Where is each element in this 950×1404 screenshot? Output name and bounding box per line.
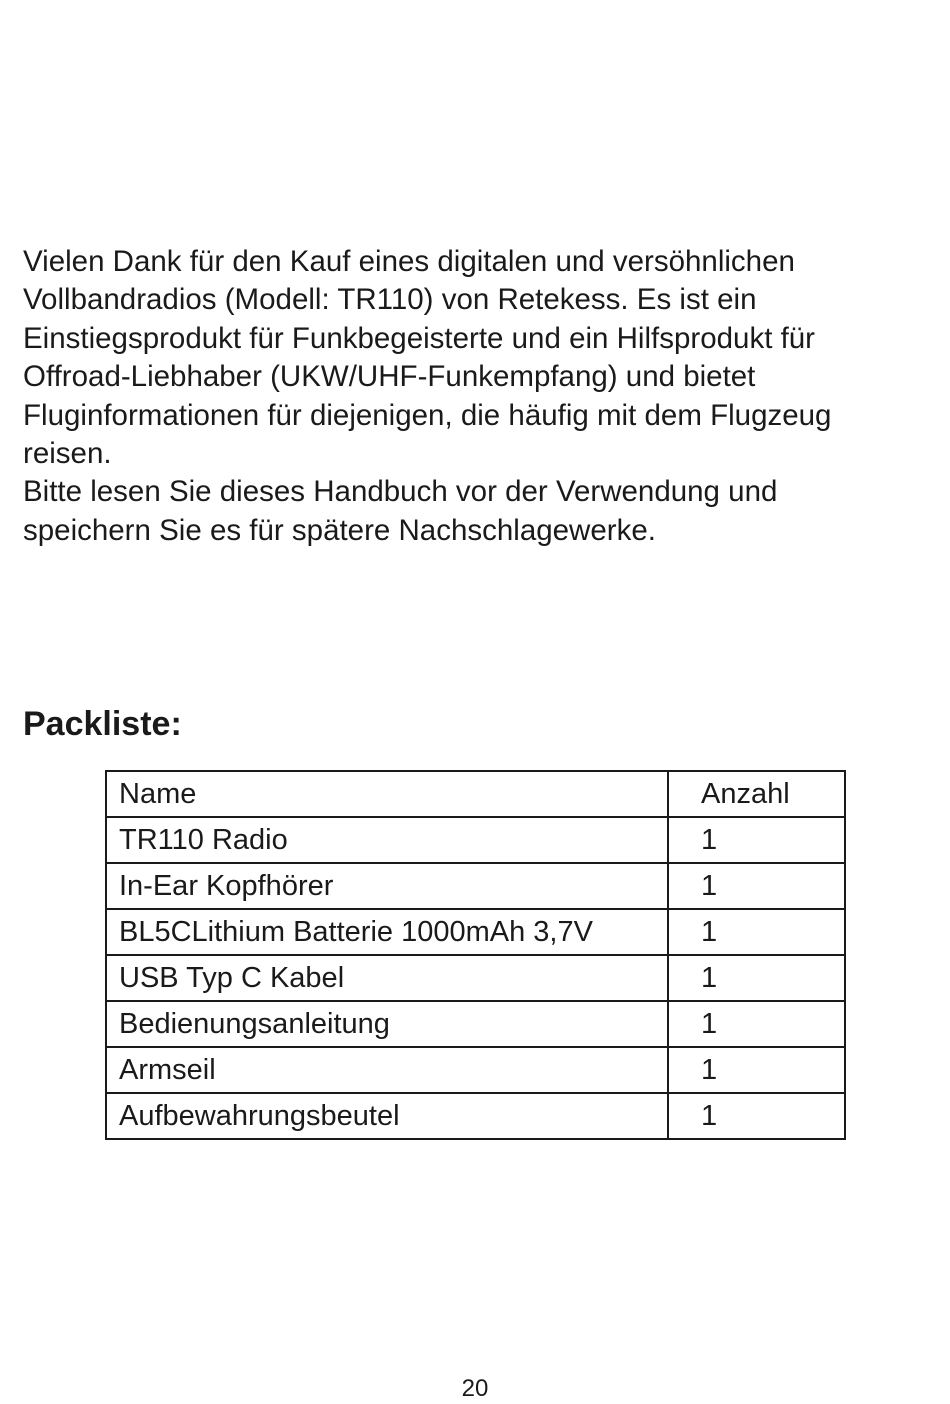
intro-line: Fluginformationen für diejenigen, die häufig mit dem Flugzeug bbox=[23, 398, 832, 432]
table-row bbox=[106, 863, 845, 909]
item-name-cell: Armseil bbox=[106, 1047, 668, 1093]
item-qty-cell: 1 bbox=[668, 1001, 845, 1047]
item-name-cell: USB Typ C Kabel bbox=[106, 955, 668, 1001]
item-qty-cell: 1 bbox=[668, 863, 845, 909]
intro-line: Vollbandradios (Modell: TR110) von Retekess. Es ist ein bbox=[23, 283, 757, 317]
page-number: 20 bbox=[461, 1375, 489, 1402]
item-name-cell: BL5CLithium Batterie 1000mAh 3,7V bbox=[106, 909, 668, 955]
intro-line: Einstiegsprodukt für Funkbegeisterte und ein Hilfsprodukt für bbox=[23, 321, 816, 355]
intro-line: reisen. bbox=[23, 437, 112, 471]
item-qty-cell: 1 bbox=[668, 955, 845, 1001]
table-row bbox=[106, 1047, 845, 1093]
item-qty-cell: 1 bbox=[668, 909, 845, 955]
item-name-cell: In-Ear Kopfhörer bbox=[106, 863, 668, 909]
item-name-cell: Bedienungsanleitung bbox=[106, 1001, 668, 1047]
item-qty-cell: 1 bbox=[668, 1047, 845, 1093]
intro-line: Vielen Dank für den Kauf eines digitalen und versöhnlichen bbox=[23, 245, 795, 278]
intro-line: Offroad-Liebhaber (UKW/UHF-Funkempfang) und bietet bbox=[23, 360, 756, 394]
item-qty-cell: 1 bbox=[668, 817, 845, 863]
table-row bbox=[106, 817, 845, 863]
intro-line: speichern Sie es für spätere Nachschlagewerke. bbox=[23, 513, 656, 547]
header-qty-cell: Anzahl bbox=[668, 771, 845, 817]
header-name-cell: Name bbox=[106, 771, 668, 817]
item-name-cell: TR110 Radio bbox=[106, 817, 668, 863]
packlist-heading: Packliste: bbox=[23, 705, 182, 743]
table-row bbox=[106, 909, 845, 955]
table-header-row bbox=[106, 771, 845, 817]
table-row bbox=[106, 955, 845, 1001]
packlist-table bbox=[105, 770, 846, 1140]
table-row bbox=[106, 1093, 845, 1139]
table-row bbox=[106, 1001, 845, 1047]
intro-line: Bitte lesen Sie dieses Handbuch vor der Verwendung und bbox=[23, 475, 778, 509]
item-name-cell: Aufbewahrungsbeutel bbox=[106, 1093, 668, 1139]
item-qty-cell: 1 bbox=[668, 1093, 845, 1139]
intro-text bbox=[23, 243, 928, 550]
